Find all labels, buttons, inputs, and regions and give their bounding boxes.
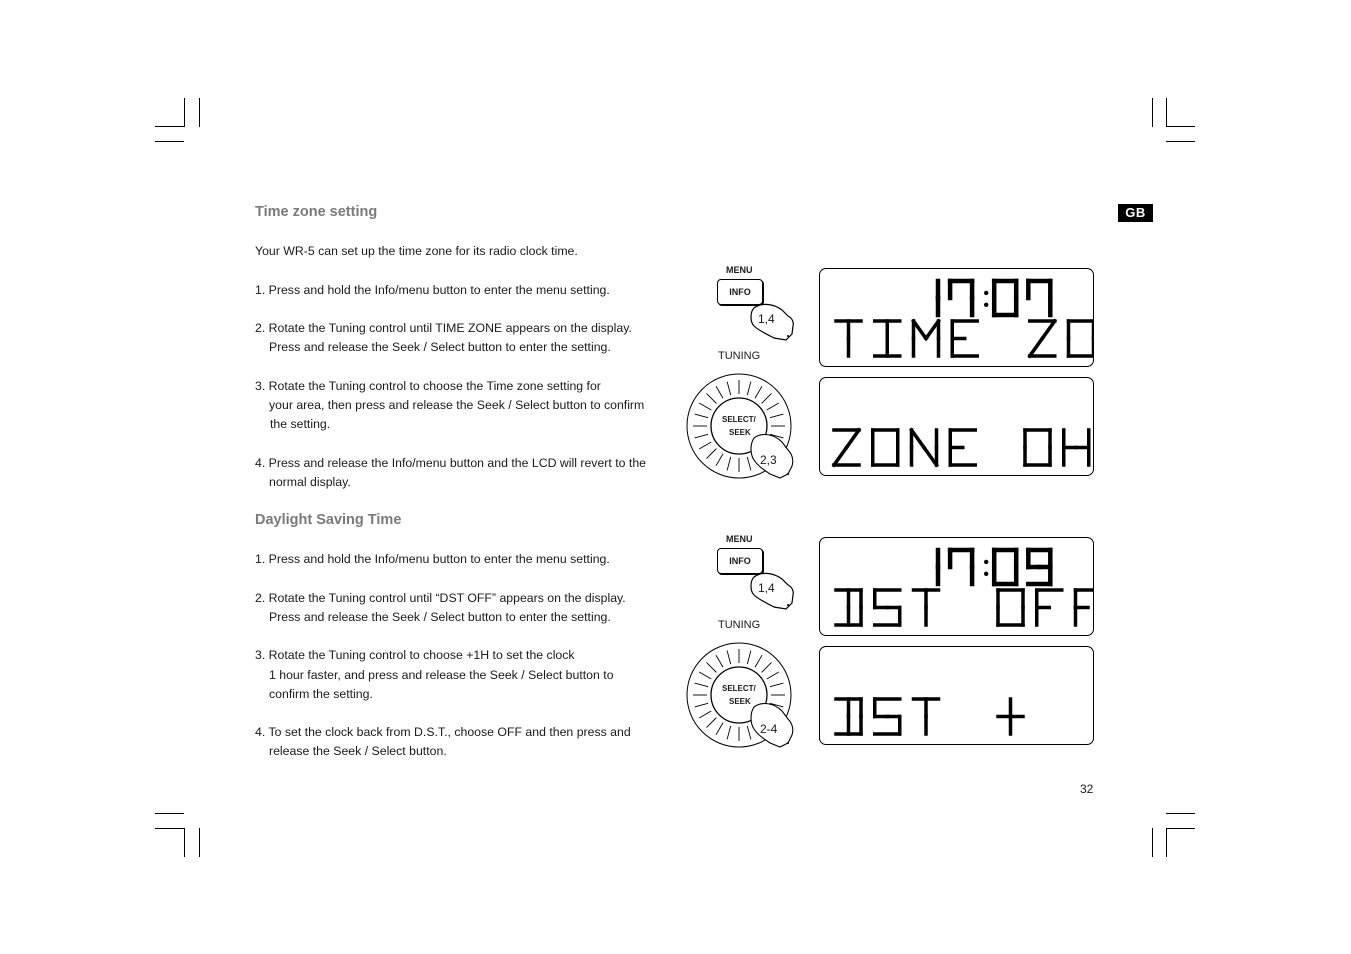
lcd-zone-value	[819, 377, 1094, 476]
info-button[interactable]: INFO	[717, 548, 763, 574]
dst-step-2-cont: Press and release the Seek / Select button to enter the setting.	[269, 610, 611, 624]
select-label: SELECT/	[722, 684, 756, 693]
menu-label: MENU	[726, 265, 753, 275]
tz-step-3-cont2: the setting.	[270, 417, 331, 431]
dst-step-1: 1. Press and hold the Info/menu button to enter the menu setting.	[255, 552, 610, 566]
lcd-dst-off	[819, 537, 1094, 636]
tz-step-2: 2. Rotate the Tuning control until TIME ZONE appears on the display.	[255, 321, 632, 335]
lcd-segment-text	[820, 647, 1093, 744]
dst-heading: Daylight Saving Time	[255, 512, 402, 528]
tz-step-4-cont: normal display.	[269, 475, 351, 489]
dst-step-2: 2. Rotate the Tuning control until “DST OFF” appears on the display.	[255, 591, 626, 605]
time-zone-intro: Your WR-5 can set up the time zone for its radio clock time.	[255, 244, 578, 258]
pointing-hand-icon	[748, 569, 802, 613]
tuning-label: TUNING	[718, 350, 761, 362]
dial-step-tag: 2-4	[760, 722, 778, 736]
language-badge: GB	[1118, 204, 1153, 222]
dst-step-3: 3. Rotate the Tuning control to choose +1H to set the clock	[255, 648, 575, 662]
pointing-hand-icon	[748, 300, 802, 344]
dst-step-4-cont: release the Seek / Select button.	[269, 744, 447, 758]
tz-step-3: 3. Rotate the Tuning control to choose the Time zone setting for	[255, 379, 601, 393]
seek-label: SEEK	[729, 428, 751, 437]
tz-step-2-cont: Press and release the Seek / Select button to enter the setting.	[269, 340, 611, 354]
lcd-dst-plus	[819, 646, 1094, 745]
page-number: 32	[1080, 782, 1094, 796]
menu-label: MENU	[726, 534, 753, 544]
dial-step-tag: 2,3	[760, 453, 777, 467]
tz-step-3-cont: your area, then press and release the Seek / Select button to confirm	[269, 398, 645, 412]
tuning-dial-icon[interactable]	[684, 372, 796, 482]
time-zone-heading: Time zone setting	[255, 204, 378, 220]
tz-step-4: 4. Press and release the Info/menu button and the LCD will revert to the	[255, 456, 646, 470]
dst-step-3-cont: 1 hour faster, and press and release the Seek / Select button to	[269, 668, 614, 682]
lcd-segment-text	[820, 378, 1093, 475]
dst-step-3-cont2: confirm the setting.	[269, 687, 373, 701]
lcd-time-zone-menu	[819, 268, 1094, 367]
tuning-label: TUNING	[718, 619, 761, 631]
info-step-tag: 1,4	[758, 312, 775, 326]
lcd-segment-text	[820, 538, 1093, 635]
tz-step-1: 1. Press and hold the Info/menu button to enter the menu setting.	[255, 283, 610, 297]
select-label: SELECT/	[722, 415, 756, 424]
tuning-dial-icon[interactable]	[684, 641, 796, 751]
info-button[interactable]: INFO	[717, 279, 763, 305]
lcd-segment-text	[820, 269, 1093, 366]
dst-step-4: 4. To set the clock back from D.S.T., choose OFF and then press and	[255, 725, 631, 739]
seek-label: SEEK	[729, 697, 751, 706]
info-step-tag: 1,4	[758, 581, 775, 595]
